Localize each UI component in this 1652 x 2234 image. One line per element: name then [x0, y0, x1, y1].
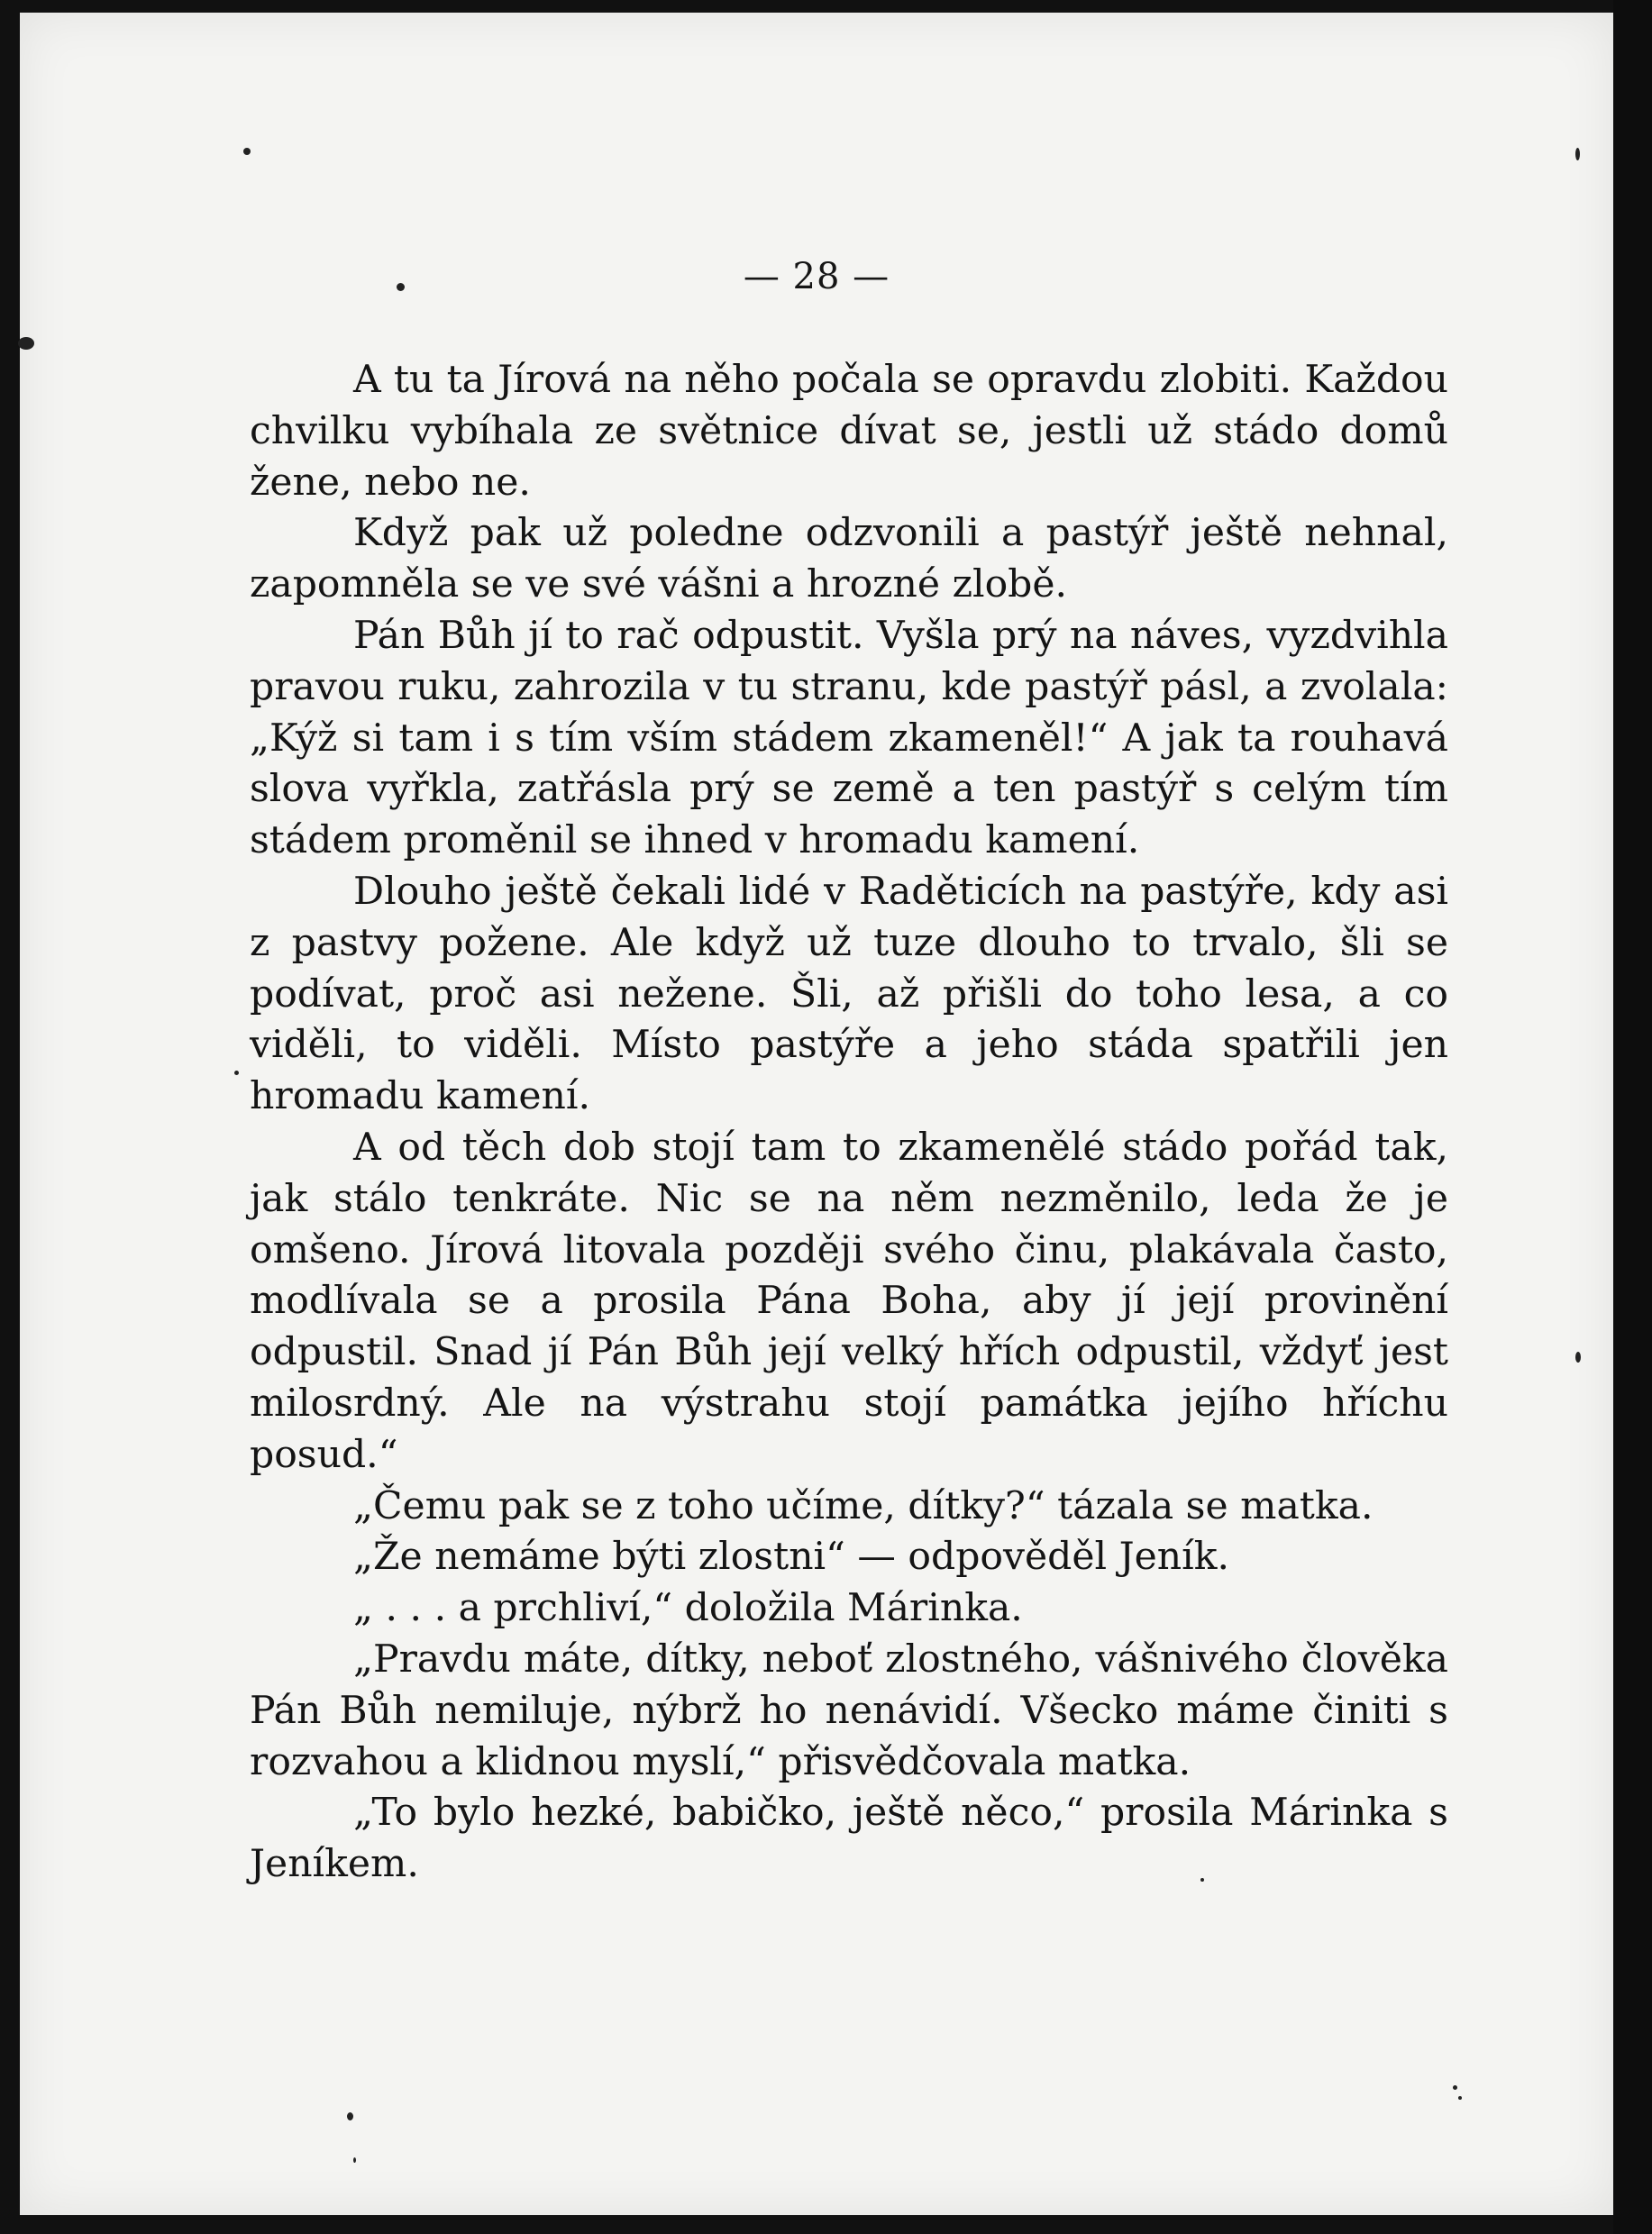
scan-border — [1613, 0, 1652, 2234]
book-page — [20, 13, 1613, 2215]
scan-speck — [397, 283, 405, 291]
scan-speck — [1458, 2096, 1462, 2100]
paragraph: A od těch dob stojí tam to zkamenělé stádo pořád tak, jak stálo tenkráte. Nic se na něm nezměnilo, leda že je omšeno. Jírová litovala později svého činu, plakávala často, modlívala se a prosila Pána Boha, aby jí její provinění odpustil. Snad jí Pán Bůh její velký hřích odpustil, vždyť jest milosrdný. Ale na výstrahu stojí památka jejího hříchu posud.“ — [250, 1125, 1448, 1477]
scan-speck — [234, 1071, 239, 1075]
page-number: — 28 — — [743, 256, 890, 297]
paragraph: „ . . . a prchliví,“ doložila Márinka. — [353, 1586, 1023, 1631]
paragraph: „Že nemáme býti zlostni“ — odpověděl Jeník. — [353, 1535, 1230, 1580]
body-text — [250, 355, 1448, 1891]
scan-speck — [1200, 1878, 1204, 1882]
paragraph: „To bylo hezké, babičko, ještě něco,“ prosila Márinka s Jeníkem. — [250, 1791, 1448, 1887]
paragraph: Dlouho ještě čekali lidé v Raděticích na pastýře, kdy asi z pastvy požene. Ale když už tuze dlouho to trvalo, šli se podívat, proč asi nežene. Šli, až přišli do toho lesa, a co viděli, to viděli. Místo pastýře a jeho stáda spatřili jen hromadu kamení. — [250, 869, 1448, 1119]
paragraph: Když pak už poledne odzvonili a pastýř ještě nehnal, zapomněla se ve své vášni a hrozné zlobě. — [250, 511, 1448, 607]
paragraph: „Pravdu máte, dítky, neboť zlostného, vášnivého člověka Pán Bůh nemiluje, nýbrž ho nenávidí. Všecko máme činiti s rozvahou a klidnou myslí,“ přisvědčovala matka. — [250, 1637, 1448, 1784]
paragraph: A tu ta Jírová na něho počala se opravdu zlobiti. Každou chvilku vybíhala ze světnice dívat se, jestli už stádo domů žene, nebo ne. — [250, 358, 1448, 505]
paragraph: Pán Bůh jí to rač odpustit. Vyšla prý na náves, vyzdvihla pravou ruku, zahrozila v tu stranu, kde pastýř pásl, a zvolala: „Kýž si tam i s tím vším stádem zkameněl!“ A jak ta rouhavá slova vyřkla, zatřásla prý se země a ten pastýř s celým tím stádem proměnil se ihned v hromadu kamení. — [250, 613, 1448, 863]
scan-speck — [1575, 1352, 1581, 1363]
scan-speck — [1575, 148, 1580, 160]
scan-speck — [353, 2157, 356, 2163]
scan-speck — [347, 2112, 353, 2120]
scan-speck — [243, 148, 251, 155]
paragraph: „Čemu pak se z toho učíme, dítky?“ tázala se matka. — [353, 1483, 1374, 1528]
scan-speck — [18, 337, 34, 350]
scan-speck — [1453, 2085, 1457, 2090]
